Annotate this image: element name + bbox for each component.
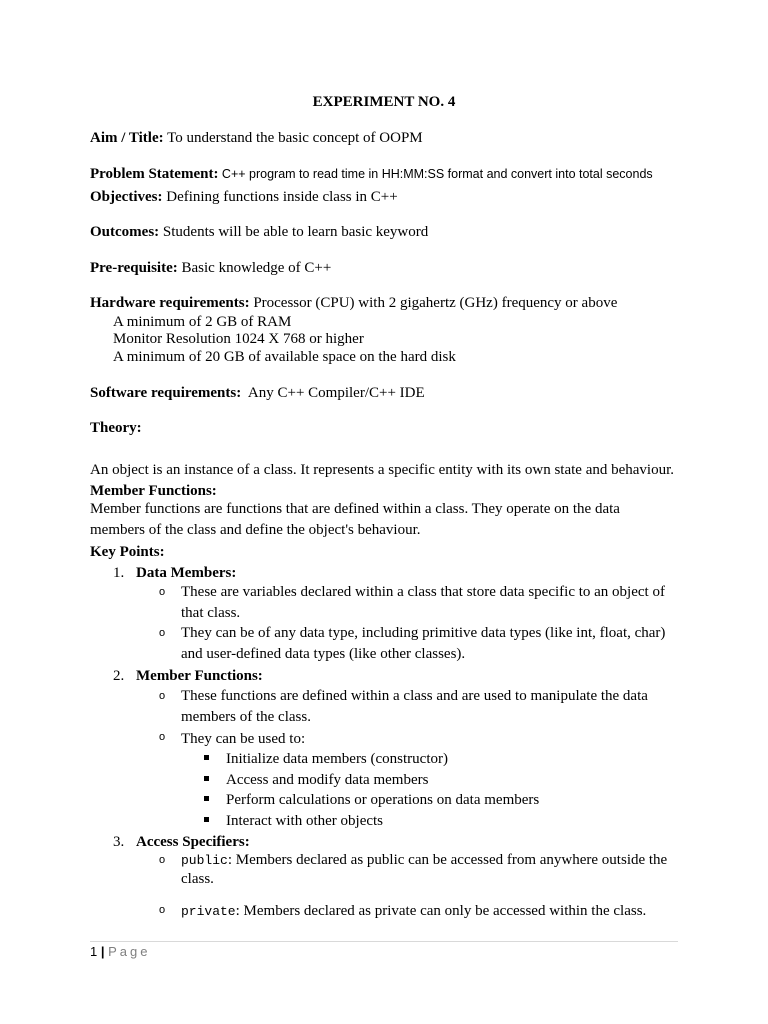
bullet-icon: o [159,904,166,916]
access-private [181,902,646,921]
problem-text: C++ program to read time in HH:MM:SS format and convert into total seconds [218,167,653,181]
software-label: Software requirements: [90,385,242,401]
point-2-item-4: Interact with other objects [226,813,384,829]
square-bullet-icon [204,796,209,801]
member-functions-text: Member functions are functions that are defined within a class. They operate on the data members of the class and define the object's behaviour. [90,501,620,538]
bullet-icon: o [159,690,166,702]
point-1-number: 1. [113,565,125,581]
prereq-line [90,259,331,277]
page-footer [90,943,151,961]
member-functions-heading: Member Functions: [90,483,217,499]
hardware-disk: A minimum of 20 GB of available space on the hard disk [113,349,456,365]
footer-separator: | [100,944,105,959]
problem-label: Problem Statement: [90,166,219,182]
bullet-icon: o [159,854,166,866]
square-bullet-icon [204,817,209,822]
private-keyword: private [181,904,236,919]
objectives-line [90,188,398,206]
page-title: EXPERIMENT NO. 4 [312,94,456,110]
square-bullet-icon [204,755,209,760]
software-text: Any C++ Compiler/C++ IDE [241,385,425,401]
point-1-heading: Data Members: [136,565,237,581]
point-1-sub-2: They can be of any data type, including primitive data types (like int, float, char) and user-defined data types (like other classes). [181,625,666,662]
public-keyword: public [181,853,228,868]
point-2-heading: Member Functions: [136,668,263,684]
point-2-item-1: Initialize data members (constructor) [226,751,448,767]
hardware-line [90,294,617,312]
problem-line [90,165,653,183]
objectives-label: Objectives: [90,189,163,205]
point-2-sub-2: They can be used to: [181,731,306,747]
bullet-icon: o [159,586,166,598]
point-2-number: 2. [113,668,125,684]
bullet-icon: o [159,627,166,639]
point-2-item-3: Perform calculations or operations on data members [226,792,540,808]
public-description: : Members declared as public can be accessed from anywhere outside the class. [181,852,668,887]
access-public [181,851,676,889]
objectives-text: Defining functions inside class in C++ [162,189,398,205]
page-number: 1 [90,944,98,959]
bullet-icon: o [159,731,166,743]
outcomes-text: Students will be able to learn basic keyword [159,224,429,240]
footer-divider [90,941,678,942]
prereq-text: Basic knowledge of C++ [177,260,332,276]
theory-heading: Theory: [90,420,142,436]
hardware-text: Processor (CPU) with 2 gigahertz (GHz) frequency or above [249,295,618,311]
hardware-label: Hardware requirements: [90,295,250,311]
software-line [90,384,425,402]
aim-label: Aim / Title: [90,130,164,146]
point-2-sub-1: These functions are defined within a class and are used to manipulate the data members of the class. [181,688,648,725]
outcomes-label: Outcomes: [90,224,160,240]
square-bullet-icon [204,776,209,781]
point-3-heading: Access Specifiers: [136,834,250,850]
outcomes-line [90,223,428,241]
point-1-sub-1: These are variables declared within a class that store data specific to an object of that class. [181,584,665,621]
theory-intro: An object is an instance of a class. It represents a specific entity with its own state and behaviour. [90,462,674,478]
point-2-item-2: Access and modify data members [226,772,429,788]
hardware-monitor: Monitor Resolution 1024 X 768 or higher [113,331,364,347]
aim-line [90,129,423,147]
page-label: Page [108,944,151,959]
point-3-number: 3. [113,834,125,850]
private-description: : Members declared as private can only be accessed within the class. [235,903,647,919]
aim-text: To understand the basic concept of OOPM [163,130,423,146]
hardware-ram: A minimum of 2 GB of RAM [113,314,292,330]
prereq-label: Pre-requisite: [90,260,178,276]
key-points-heading: Key Points: [90,544,165,560]
